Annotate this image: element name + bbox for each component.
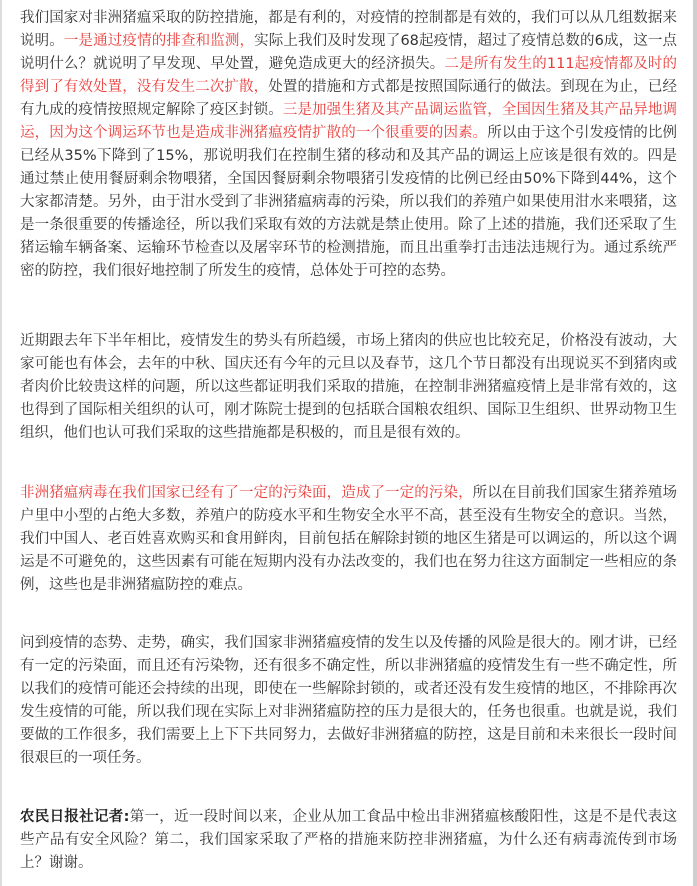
paragraph-2-text-1: 近期跟去年下半年相比，疫情发生的势头有所趋缓，市场上猪肉的供应也比较充足，价格没有波动，大家可能也有体会，去年的中秋、国庆还有今年的元旦以及春节，这几个节日都没有出现说买不到猪肉或者肉价比较贵这样的问题，所以这些都证明我们采取的措施，在控制非洲猪瘟疫情上是非常有效的，这也得到了国际相关组织的认可，刚才陈院士提到的包括联合国粮农组织、国际卫生组织、世界动物卫生组织，他们也认可我们采取的这些措施都是积极的，而且是很有效的。 — [20, 333, 677, 441]
paragraph-1-highlight-3: 三是加强生猪及其产品调运监管，全国因生猪及其产品异地调运，因为这个调运环节也是造成非洲猪瘟疫情扩散的一个很重要的因素。 — [20, 102, 678, 141]
paragraph-4-text-1: 问到疫情的态势、走势，确实，我们国家非洲猪瘟疫情的发生以及传播的风险是很大的。刚才讲，已经有一定的污染面，而且还有污染物，还有很多不确定性，所以非洲猪瘟的疫情发生有一些不确定性，所以我们的疫情可能还会持续的出现，即使在一些解除封锁的，或者还没有发生疫情的地区，不排除再次发生疫情的可能，所以我们现在实际上对非洲猪瘟防控的压力是很大的，任务也很重。也就是说，我们要做的工作很多，我们需要上上下下共同努力，去做好非洲猪瘟的防控，这是目前和未来很长一段时间很艰巨的一项任务。 — [20, 635, 677, 766]
paragraph-5 — [20, 806, 677, 875]
left-border — [0, 0, 2, 886]
paragraph-3 — [20, 482, 677, 597]
paragraph-1-highlight-2: 二是所有发生的111起疫情都及时的得到了有效处置，没有发生二次扩散， — [20, 56, 677, 95]
paragraph-1-text-1: 我们国家对非洲猪瘟采取的防控措施，都是有利的，对疫情的控制都是有效的，我们可以从几组数据来说明。 — [20, 10, 677, 49]
paragraph-3-text-1: 所以在目前我们国家生猪养殖场户里中小型的占绝大多数，养殖户的防疫水平和生物安全水平不高，甚至没有生物安全的意识。当然，我们中国人、老百姓喜欢购买和食用鲜肉，目前包括在解除封锁的地区生猪是可以调运的，所以这个调运是不可避免的，这些因素有可能在短期内没有办法改变的，我们也在努力往这方面制定一些相应的条例，这些也是非洲猪瘟防控的难点。 — [20, 485, 678, 593]
paragraph-3-highlight-1: 非洲猪瘟病毒在我们国家已经有了一定的污染面，造成了一定的污染， — [20, 485, 473, 501]
paragraph-1 — [20, 7, 677, 283]
paragraph-1-highlight-1: 一是通过疫情的排查和监测， — [63, 33, 255, 49]
paragraph-1-text-3: 处置的措施和方式都是按照国际通行的做法。到现在为止，已经有九成的疫情按照规定解除了疫区封锁。 — [20, 79, 678, 118]
reporter-label: 农民日报社记者: — [20, 809, 130, 825]
paragraph-2 — [20, 330, 677, 445]
paragraph-5-text-1: 第一，近一段时间以来，企业从加工食品中检出非洲猪瘟核酸阳性，这是不是代表这些产品有安全风险？第二，我们国家采取了严格的措施来防控非洲猪瘟，为什么还有病毒流传到市场上？谢谢。 — [20, 809, 677, 871]
right-border — [693, 0, 697, 886]
paragraph-1-text-2: 实际上我们及时发现了68起疫情，超过了疫情总数的6成，这一点说明什么？就说明了早发现、早处置，避免造成更大的经济损失。 — [20, 33, 677, 72]
paragraph-4 — [20, 632, 677, 770]
paragraph-1-text-4: 所以由于这个引发疫情的比例已经从35%下降到了15%，那说明我们在控制生猪的移动和及其产品的调运上应该是很有效的。四是通过禁止使用餐厨剩余物喂猪，全国因餐厨剩余物喂猪引发疫情的比例已经由50%下降到44%，这个大家都清楚。另外，由于泔水受到了非洲猪瘟病毒的污染，所以我们的养殖户如果使用泔水来喂猪，这是一条很重要的传播途径，所以我们采取有效的方法就是禁止使用。除了上述的措施，我们还采取了生猪运输车辆备案、运输环节检查以及屠宰环节的检测措施，而且出重拳打击违法违规行为。通过系统严密的防控，我们很好地控制了所发生的疫情，总体处于可控的态势。 — [20, 125, 678, 279]
